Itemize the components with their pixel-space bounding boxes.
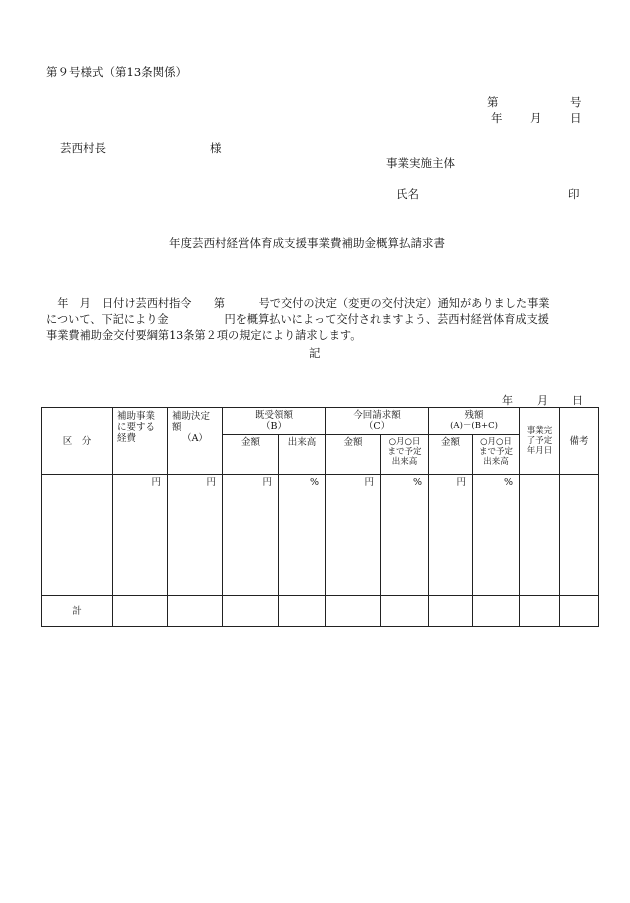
- total-cell[interactable]: [381, 596, 429, 627]
- addressee-sama: 様: [210, 141, 222, 155]
- total-cell[interactable]: [168, 596, 223, 627]
- unit-yen[interactable]: 円: [429, 475, 473, 596]
- sub-kingaku-c: 金額: [326, 435, 381, 475]
- header-kubun: 区 分: [42, 408, 113, 475]
- total-cell[interactable]: [429, 596, 473, 627]
- total-cell[interactable]: [279, 596, 326, 627]
- header-hojo-jigyo: 補助事業 に要する 経費: [113, 408, 168, 475]
- unit-yen[interactable]: 円: [168, 475, 223, 596]
- data-cell-kanryo[interactable]: [520, 475, 560, 596]
- header-kiju: 既受領額 （B）: [223, 408, 326, 435]
- table-date-hi: 日: [572, 394, 583, 407]
- unit-yen[interactable]: 円: [223, 475, 279, 596]
- header-zangaku: 残額 (A)－(B+C): [429, 408, 520, 435]
- unit-percent[interactable]: %: [473, 475, 520, 596]
- body-line: 事業費補助金交付要綱第13条第２項の規定により請求します。: [46, 329, 362, 342]
- sub-kingaku-z: 金額: [429, 435, 473, 475]
- document-title: 年度芸西村経営体育成支援事業費補助金概算払請求書: [169, 236, 445, 250]
- header-biko: 備考: [560, 408, 599, 475]
- form-number: 第９号様式（第13条関係）: [46, 65, 188, 79]
- applicant-seal: 印: [568, 187, 580, 201]
- request-body: [46, 296, 591, 344]
- data-cell-kubun[interactable]: [42, 475, 113, 596]
- total-cell[interactable]: [326, 596, 381, 627]
- doc-number-go: 号: [570, 95, 582, 109]
- data-cell-biko[interactable]: [560, 475, 599, 596]
- date-tsuki: 月: [530, 111, 542, 125]
- header-hojo-kettei: 補助決定 額 （A）: [168, 408, 223, 475]
- total-label: 計: [42, 596, 113, 627]
- claim-table: [41, 407, 599, 627]
- unit-yen[interactable]: 円: [113, 475, 168, 596]
- unit-percent[interactable]: %: [381, 475, 429, 596]
- sub-yotei-z: ○月○日 まで予定 出来高: [473, 435, 520, 475]
- total-cell[interactable]: [223, 596, 279, 627]
- ki-label: 記: [309, 346, 321, 360]
- total-cell[interactable]: [113, 596, 168, 627]
- header-konkai: 今回請求額 （C）: [326, 408, 429, 435]
- unit-yen[interactable]: 円: [326, 475, 381, 596]
- unit-percent[interactable]: %: [279, 475, 326, 596]
- body-line: 年 月 日付け芸西村指令 第 号で交付の決定（変更の交付決定）通知がありました事業: [46, 297, 550, 310]
- header-kanryo: 事業完 了予定 年月日: [520, 408, 560, 475]
- sub-kingaku-b: 金額: [223, 435, 279, 475]
- date-nen: 年: [491, 111, 503, 125]
- sub-yotei-c: ○月○日 まで予定 出来高: [381, 435, 429, 475]
- total-cell[interactable]: [520, 596, 560, 627]
- sub-dekidaka-b: 出来高: [279, 435, 326, 475]
- applicant-entity: 事業実施主体: [386, 156, 455, 170]
- total-cell[interactable]: [473, 596, 520, 627]
- addressee-name: 芸西村長: [60, 141, 106, 155]
- body-line: について、下記により金 円を概算払いによって交付されますよう、芸西村経営体育成支援: [46, 313, 549, 326]
- date-hi: 日: [570, 111, 582, 125]
- table-date-nen: 年: [502, 394, 513, 407]
- doc-number-dai: 第: [487, 95, 499, 109]
- total-cell[interactable]: [560, 596, 599, 627]
- applicant-shimei: 氏名: [396, 187, 419, 201]
- table-date-tsuki: 月: [537, 394, 548, 407]
